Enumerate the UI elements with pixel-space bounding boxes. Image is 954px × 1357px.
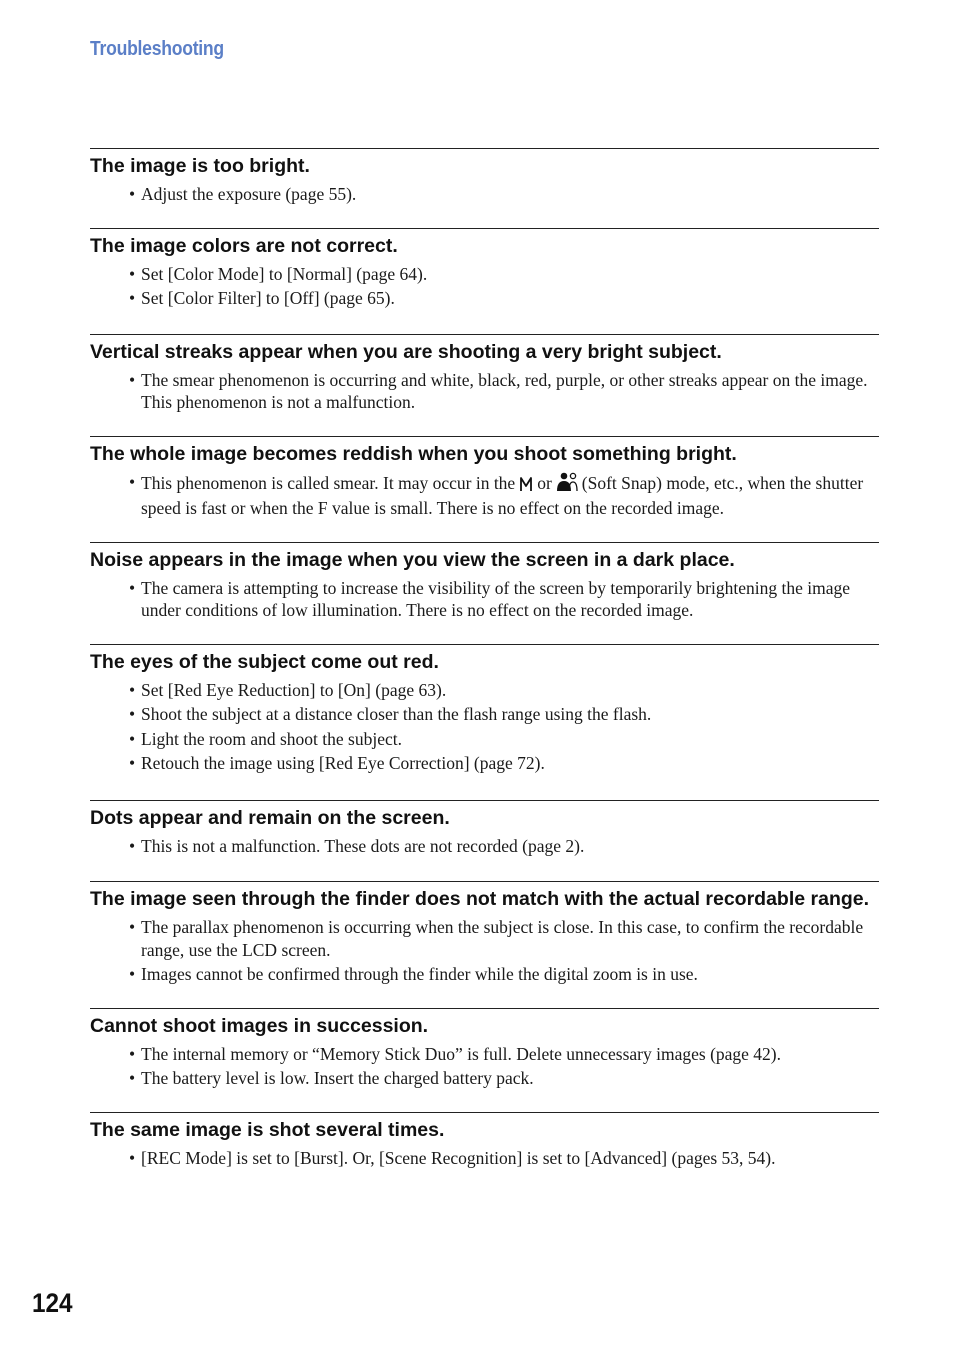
- section-dots: [90, 800, 879, 858]
- list-item: • Shoot the subject at a distance closer than the flash range using the flash.: [90, 703, 879, 726]
- page-number: 124: [32, 1288, 73, 1318]
- bullet-list: [90, 679, 879, 775]
- list-item: • Light the room and shoot the subject.: [90, 728, 879, 751]
- bullet-list: [90, 577, 879, 622]
- list-item: • The internal memory or “Memory Stick Duo” is full. Delete unnecessary images (page 42).: [90, 1043, 879, 1066]
- bullet-list: [90, 835, 879, 858]
- soft-snap-icon: [556, 471, 578, 498]
- list-item: • Set [Color Filter] to [Off] (page 65).: [90, 287, 879, 310]
- section-heading: Dots appear and remain on the screen.: [90, 806, 450, 829]
- manual-mode-icon: [519, 475, 533, 498]
- section-heading: Vertical streaks appear when you are shooting a very bright subject.: [90, 340, 722, 363]
- list-item: • The battery level is low. Insert the charged battery pack.: [90, 1067, 879, 1090]
- section-noise: [90, 542, 879, 622]
- section-heading: The image seen through the finder does not match with the actual recordable range.: [90, 888, 870, 910]
- bullet-list: [90, 1043, 879, 1090]
- section-heading: The eyes of the subject come out red.: [90, 650, 439, 673]
- list-item: • Retouch the image using [Red Eye Correction] (page 72).: [90, 752, 879, 775]
- section-succession: [90, 1008, 879, 1090]
- section-red-eye: [90, 644, 879, 775]
- list-item-text-end: (Soft Snap) mode, etc., when the shutter speed is fast or when the F value is small. There is no effect on the recorded image.: [141, 472, 864, 518]
- bullet-list: [90, 1147, 879, 1170]
- section-finder: [90, 881, 879, 986]
- section-heading: Noise appears in the image when you view the screen in a dark place.: [90, 548, 735, 571]
- section-colors: [90, 228, 879, 310]
- section-header: Troubleshooting: [90, 38, 224, 60]
- list-item: • This is not a malfunction. These dots are not recorded (page 2).: [90, 835, 879, 858]
- list-item: • The parallax phenomenon is occurring when the subject is close. In this case, to confirm the recordable range, use the LCD screen.: [90, 916, 879, 961]
- list-item: • Set [Color Mode] to [Normal] (page 64).: [90, 263, 879, 286]
- list-item: • The camera is attempting to increase the visibility of the screen by temporarily brightening the image under conditions of low illumination. There is no effect on the recorded image.: [90, 577, 879, 622]
- section-heading: The same image is shot several times.: [90, 1118, 445, 1141]
- bullet-list: [90, 183, 879, 206]
- section-heading: The whole image becomes reddish when you shoot something bright.: [90, 442, 737, 465]
- list-item-text-start: This phenomenon is called smear. It may occur in the: [141, 472, 516, 493]
- list-item: • Images cannot be confirmed through the finder while the digital zoom is in use.: [90, 963, 879, 986]
- list-item-text-or: or: [537, 472, 552, 493]
- section-heading: The image is too bright.: [90, 155, 310, 177]
- list-item: • Set [Red Eye Reduction] to [On] (page 63).: [90, 679, 879, 702]
- bullet-list: [90, 471, 879, 520]
- list-item: • [REC Mode] is set to [Burst]. Or, [Scene Recognition] is set to [Advanced] (pages 53, 54).: [90, 1147, 879, 1170]
- section-shot-several-times: [90, 1112, 879, 1170]
- section-heading: The image colors are not correct.: [90, 234, 398, 257]
- section-too-bright: [90, 148, 879, 206]
- troubleshooting-list: [90, 148, 879, 1191]
- list-item: [90, 471, 879, 520]
- section-vertical-streaks: [90, 334, 879, 414]
- list-item: • The smear phenomenon is occurring and white, black, red, purple, or other streaks appear on the image. This phenomenon is not a malfunction.: [90, 369, 879, 414]
- section-reddish: [90, 436, 879, 520]
- section-heading: Cannot shoot images in succession.: [90, 1014, 429, 1037]
- list-item: • Adjust the exposure (page 55).: [90, 183, 879, 206]
- bullet-list: [90, 369, 879, 414]
- bullet-list: [90, 263, 879, 310]
- bullet-list: [90, 916, 879, 986]
